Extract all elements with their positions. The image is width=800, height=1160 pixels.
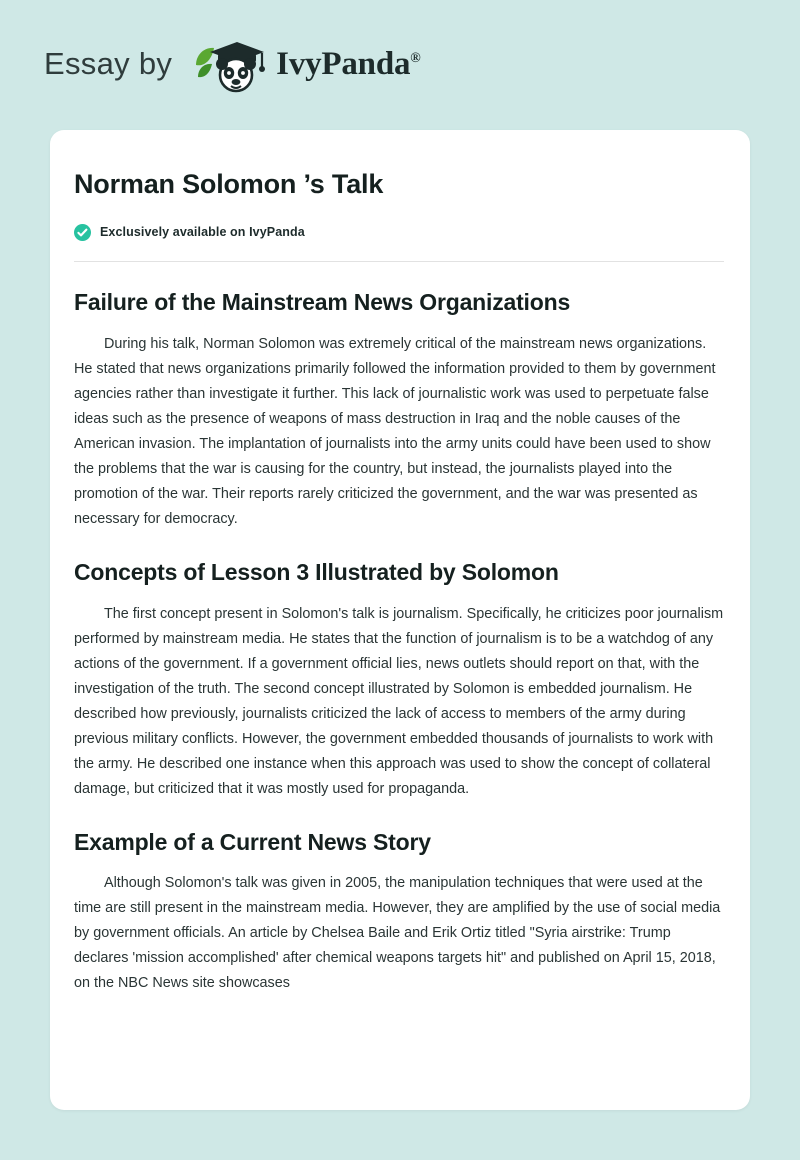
title-divider xyxy=(74,261,724,262)
brand-logo[interactable] xyxy=(188,35,420,93)
registered-mark: ® xyxy=(410,50,421,66)
exclusive-availability-text: Exclusively available on IvyPanda xyxy=(100,225,305,240)
page-title: Norman Solomon ’s Talk xyxy=(74,169,384,199)
section-heading: Concepts of Lesson 3 Illustrated by Solomon xyxy=(74,558,559,585)
section-paragraph: Although Solomon's talk was given in 2005, the manipulation techniques that were used at the time are still present in the mainstream media. However, they are amplified by the use of social media by government officials. An article by Chelsea Baile and Erik Ortiz titled "Syria airstrike: Trump declares 'mission accomplished' after chemical weapons targets hit" and published on April 15, 2018, on the NBC News site showcases xyxy=(74,875,721,992)
check-circle-icon xyxy=(74,224,91,241)
brand-name-text: IvyPanda xyxy=(276,45,411,82)
essay-by-label: Essay by xyxy=(44,46,173,81)
section-heading: Example of a Current News Story xyxy=(74,828,431,855)
panda-graduate-icon xyxy=(188,35,274,93)
section-concepts xyxy=(74,558,724,802)
brand-name xyxy=(276,46,420,83)
section-failure xyxy=(74,288,724,532)
document-sheet xyxy=(50,130,750,1110)
exclusive-availability-badge xyxy=(74,224,724,241)
section-example xyxy=(74,828,724,997)
section-paragraph: The first concept present in Solomon's talk is journalism. Specifically, he criticizes poor journalism performed by mainstream media. He states that the function of journalism is to be a watchdog of any actions of the government. If a government official lies, news outlets should report on that, with the investigation of the truth. The second concept illustrated by Solomon is embedded journalism. He described how previously, journalists criticized the lack of access to members of the army during previous military conflicts. However, the government embedded thousands of journalists to work with the army. He described one instance when this approach was used to show the concept of collateral damage, but criticized that it was mostly used for propaganda. xyxy=(74,605,724,797)
section-paragraph: During his talk, Norman Solomon was extremely critical of the mainstream news organizations. He stated that news organizations primarily followed the information provided to them by government agencies rather than investigate it further. This lack of journalistic work was used to perpetuate false ideas such as the presence of weapons of mass destruction in Iraq and the noble causes of the American invasion. The implantation of journalists into the army units could have been used to show the problems that the war is causing for the country, but instead, the journalists played into the promotion of the war. Their reports rarely criticized the government, and the war was presented as necessary for democracy. xyxy=(74,335,716,527)
brand-header xyxy=(0,0,800,86)
section-heading: Failure of the Mainstream News Organizations xyxy=(74,288,571,315)
